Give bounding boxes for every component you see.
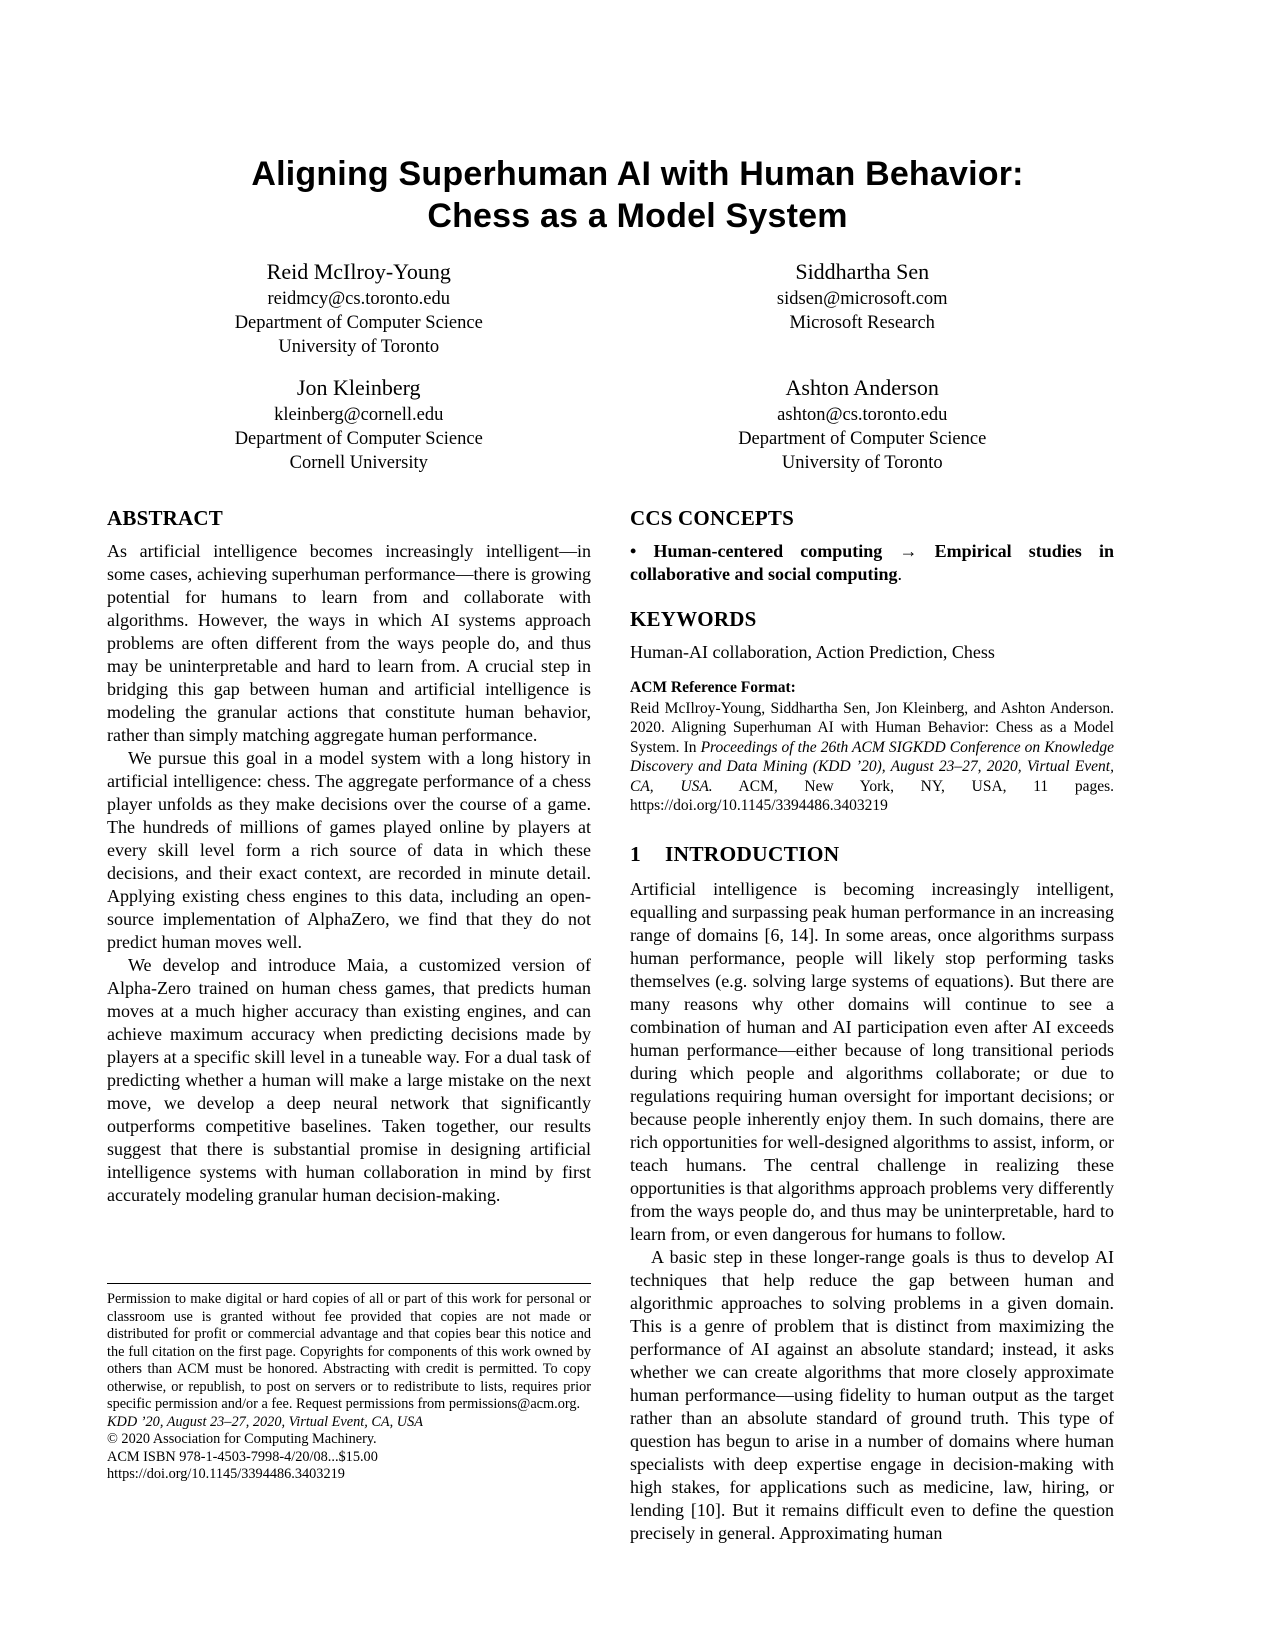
footnote-block: [107, 1283, 591, 1484]
permission-text: Permission to make digital or hard copies of all or part of this work for personal or classroom use is granted without fee provided that copies are not made or distributed for profit or commercial advantage and that copies bear this notice and the full citation on the first page. Copyrights for components of this work owned by others than ACM must be honored. Abstracting with credit is permitted. To copy otherwise, or republish, to post on servers or to redistribute to lists, requires prior specific permission and/or a fee. Request permissions from permissions@acm.org.: [107, 1291, 591, 1412]
author-department: Department of Computer Science: [234, 313, 483, 333]
ccs-concepts-line: [630, 540, 1114, 586]
acm-reference-text: [630, 699, 1114, 815]
abstract-paragraph: We develop and introduce Maia, a customized version of Alpha-Zero trained on human chess games, that predicts human moves at a much higher accuracy than existing engines, and can achieve maximum accuracy when predicting decisions made by players at a specific skill level in a tuneable way. For a dual task of predicting whether a human will make a large mistake on the next move, we develop a deep neural network that significantly outperforms competitive baselines. Taken together, our results suggest that there is substantial promise in designing artificial intelligence systems with human collaboration in mind by first accurately modeling granular human decision-making.: [107, 955, 591, 1205]
paper-title: [0, 153, 1275, 237]
ccs-heading: CCS CONCEPTS: [630, 506, 795, 530]
author-department: Department of Computer Science: [234, 429, 483, 449]
keywords-text: Human-AI collaboration, Action Prediction, Chess: [630, 642, 995, 662]
abstract-body: [107, 540, 591, 1207]
acm-reference-proceedings: Proceedings of the 26th ACM SIGKDD Conference on Knowledge Discovery and Data Mining (KDD ’20), August 23–27, 2020, Virtual Event, CA, USA.: [630, 738, 1114, 795]
author-institution: University of Toronto: [278, 337, 440, 357]
author-name: Jon Kleinberg: [296, 375, 421, 400]
author-department: Department of Computer Science: [738, 429, 987, 449]
author-block: [611, 257, 1115, 359]
author-institution: University of Toronto: [781, 453, 943, 473]
author-name: Reid McIlroy-Young: [266, 259, 451, 284]
acm-reference-authors: Reid McIlroy-Young, Siddhartha Sen, Jon Kleinberg, and Ashton Anderson. 2020. Aligning Superhuman AI with Human Behavior: Chess as a Model System. In: [630, 700, 1114, 756]
acm-reference-doi-link[interactable]: https://doi.org/10.1145/3394486.3403219: [630, 797, 888, 815]
isbn-line: ACM ISBN 978-1-4503-7998-4/20/08...$15.00: [107, 1448, 378, 1465]
author-department: Microsoft Research: [789, 313, 935, 333]
abstract-paragraph: We pursue this goal in a model system with a long history in artificial intelligence: chess. The aggregate performance of a chess player unfolds as they make decisions over the course of a game. The hundreds of millions of games played online by players at every skill level form a rich source of data in which these decisions, and their exact context, are recorded in minute detail. Applying existing chess engines to this data, including an open-source implementation of AlphaZero, we find that they do not predict human moves well.: [107, 748, 591, 952]
conference-line: KDD ’20, August 23–27, 2020, Virtual Event, CA, USA: [107, 1413, 423, 1430]
left-column: [107, 505, 591, 1207]
paper-title-line1: Aligning Superhuman AI with Human Behavior:: [251, 155, 1024, 193]
author-name: Ashton Anderson: [785, 375, 939, 400]
introduction-body: [630, 878, 1114, 1545]
author-institution: Cornell University: [289, 453, 428, 473]
acm-reference-heading: ACM Reference Format:: [630, 679, 796, 696]
section-number: 1: [630, 842, 641, 867]
author-block: [107, 257, 611, 359]
acm-reference-publisher: ACM, New York, NY, USA, 11 pages.: [712, 777, 1114, 795]
ccs-arrow-icon: →: [882, 541, 935, 561]
ccs-period: .: [897, 564, 903, 584]
ccs-concept-child: Empirical studies in collaborative and social computing: [630, 541, 1114, 584]
footnote-rule: [107, 1283, 591, 1284]
paper-title-line2: Chess as a Model System: [427, 197, 848, 235]
introduction-paragraph: A basic step in these longer-range goals is thus to develop AI techniques that help reduce the gap between human and algorithmic approaches to solving problems in a given domain. This is a genre of problem that is distinct from maximizing the performance of AI against an absolute standard; instead, it asks whether we can create algorithms that more closely approximate human performance—using fidelity to human output as the target rather than an absolute standard of ground truth. This type of question has begun to arise in a number of domains where human specialists with deep expertise engage in decision-making with high stakes, for applications such as medicine, law, hiring, or lending [10]. But it remains difficult even to define the question precisely in general. Approximating human: [630, 1247, 1114, 1544]
ccs-concept-parent: Human-centered computing: [653, 541, 883, 561]
keywords-heading: KEYWORDS: [630, 607, 757, 631]
abstract-paragraph: As artificial intelligence becomes increasingly intelligent—in some cases, achieving superhuman performance—there is growing potential for humans to learn from and collaborate with algorithms. However, the ways in which AI systems approach problems are often different from the ways people do, and thus may be uninterpretable and hard to learn from. A crucial step in bridging this gap between human and artificial intelligence is modeling the granular actions that constitute human behavior, rather than simply matching aggregate human performance.: [107, 541, 591, 745]
introduction-heading: [630, 841, 1114, 868]
author-block: [107, 373, 611, 475]
author-email: reidmcy@cs.toronto.edu: [267, 289, 450, 309]
abstract-heading: ABSTRACT: [107, 506, 223, 530]
author-grid: [107, 257, 1114, 475]
ccs-bullet-icon: •: [630, 541, 654, 561]
author-email: sidsen@microsoft.com: [776, 289, 948, 309]
introduction-paragraph: Artificial intelligence is becoming increasingly intelligent, equalling and surpassing peak human performance in an increasing range of domains [6, 14]. In some areas, once algorithms surpass human performance, people will likely stop performing tasks themselves (e.g. solving large systems of equations). But there are many reasons why other domains will continue to see a combination of human and AI participation even after AI exceeds human performance—either because of long transitional periods during which people and algorithms collaborate; or due to regulations requiring human oversight for important decisions; or because people inherently enjoy them. In such domains, there are rich opportunities for well-designed algorithms to assist, inform, or teach humans. The central challenge in realizing these opportunities is that algorithms approach problems very differently from the ways people do, and thus may be uninterpretable, hard to learn from, or even dangerous for humans to follow.: [630, 879, 1114, 1245]
copyright-line: © 2020 Association for Computing Machinery.: [107, 1431, 377, 1447]
footer-doi-line: [107, 1466, 591, 1484]
right-column: [630, 505, 1114, 1545]
author-name: Siddhartha Sen: [795, 259, 930, 284]
author-block: [611, 373, 1115, 475]
author-email: kleinberg@cornell.edu: [274, 405, 444, 425]
footer-doi-link[interactable]: https://doi.org/10.1145/3394486.3403219: [107, 1466, 345, 1482]
author-email: ashton@cs.toronto.edu: [777, 405, 948, 425]
section-title: INTRODUCTION: [664, 842, 840, 867]
